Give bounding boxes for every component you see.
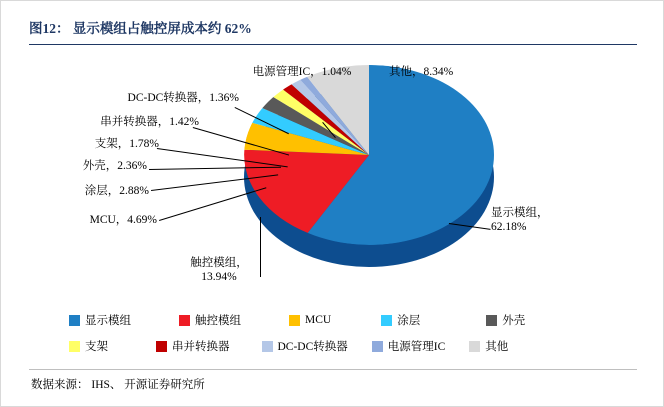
legend-swatch-mcu: [289, 315, 300, 326]
chart-legend: [29, 306, 637, 362]
legend-label-serdes: 串并转换器: [172, 341, 230, 353]
legend-row-1: [29, 310, 637, 330]
chart-area: [29, 47, 637, 299]
slice-label-coating: 涂层，2.88%: [84, 185, 149, 197]
legend-label-dcdc: DC-DC转换器: [277, 341, 348, 353]
slice-label-display-line1: 显示模组，: [491, 207, 549, 219]
legend-label-pmic: 电源管理IC: [387, 341, 446, 353]
legend-swatch-other: [469, 341, 480, 352]
legend-item-display[interactable]: [69, 312, 131, 328]
legend-item-mcu[interactable]: [289, 314, 331, 326]
legend-swatch-touch: [179, 315, 190, 326]
pie-top-face: [244, 65, 494, 245]
legend-item-serdes[interactable]: [156, 338, 230, 354]
slice-label-mcu: MCU，4.69%: [89, 214, 157, 226]
figure-source-bar: [29, 369, 637, 393]
legend-item-coating[interactable]: [381, 312, 420, 328]
legend-swatch-serdes: [156, 341, 167, 352]
slice-label-shell: 外壳，2.36%: [82, 160, 147, 172]
legend-item-pmic[interactable]: [372, 338, 446, 354]
legend-item-bracket[interactable]: [69, 338, 108, 354]
legend-label-coating: 涂层: [397, 315, 421, 327]
legend-swatch-coating: [381, 315, 392, 326]
slice-label-dcdc: DC-DC转换器，1.36%: [127, 92, 239, 104]
legend-item-dcdc[interactable]: [262, 338, 348, 354]
slice-label-other: 其他，8.34%: [389, 66, 454, 78]
slice-label-touch: [157, 256, 281, 284]
legend-label-bracket: 支架: [85, 341, 108, 353]
legend-item-other[interactable]: [469, 338, 508, 354]
legend-label-shell: 外壳: [502, 315, 526, 327]
legend-label-mcu: MCU: [305, 314, 332, 326]
slice-label-serdes: 串并转换器，1.42%: [100, 116, 199, 128]
slice-label-pmic: 电源管理IC，1.04%: [252, 66, 352, 78]
legend-swatch-shell: [486, 315, 497, 326]
slice-label-touch-line1: 触控模组，: [190, 257, 248, 269]
slice-label-display-line2: 62.18%: [491, 221, 527, 233]
pie-chart: [244, 65, 494, 285]
legend-row-2: [29, 336, 637, 356]
legend-swatch-pmic: [372, 341, 383, 352]
legend-label-other: 其他: [485, 341, 509, 353]
legend-swatch-display: [69, 315, 80, 326]
legend-swatch-dcdc: [262, 341, 273, 352]
legend-label-touch: 触控模组: [195, 315, 241, 327]
page-title: 图12： 显示模组占触控屏成本约 62%: [29, 21, 252, 36]
legend-item-touch[interactable]: [179, 312, 241, 328]
legend-swatch-bracket: [69, 341, 80, 352]
figure-title-bar: [29, 15, 637, 45]
legend-item-shell[interactable]: [486, 312, 525, 328]
slice-label-bracket: 支架，1.78%: [94, 138, 159, 150]
slice-label-display: [491, 206, 549, 234]
legend-label-display: 显示模组: [85, 315, 131, 327]
slice-label-touch-line2: 13.94%: [201, 271, 237, 283]
source-note: 数据来源： IHS、 开源证券研究所: [31, 379, 205, 391]
